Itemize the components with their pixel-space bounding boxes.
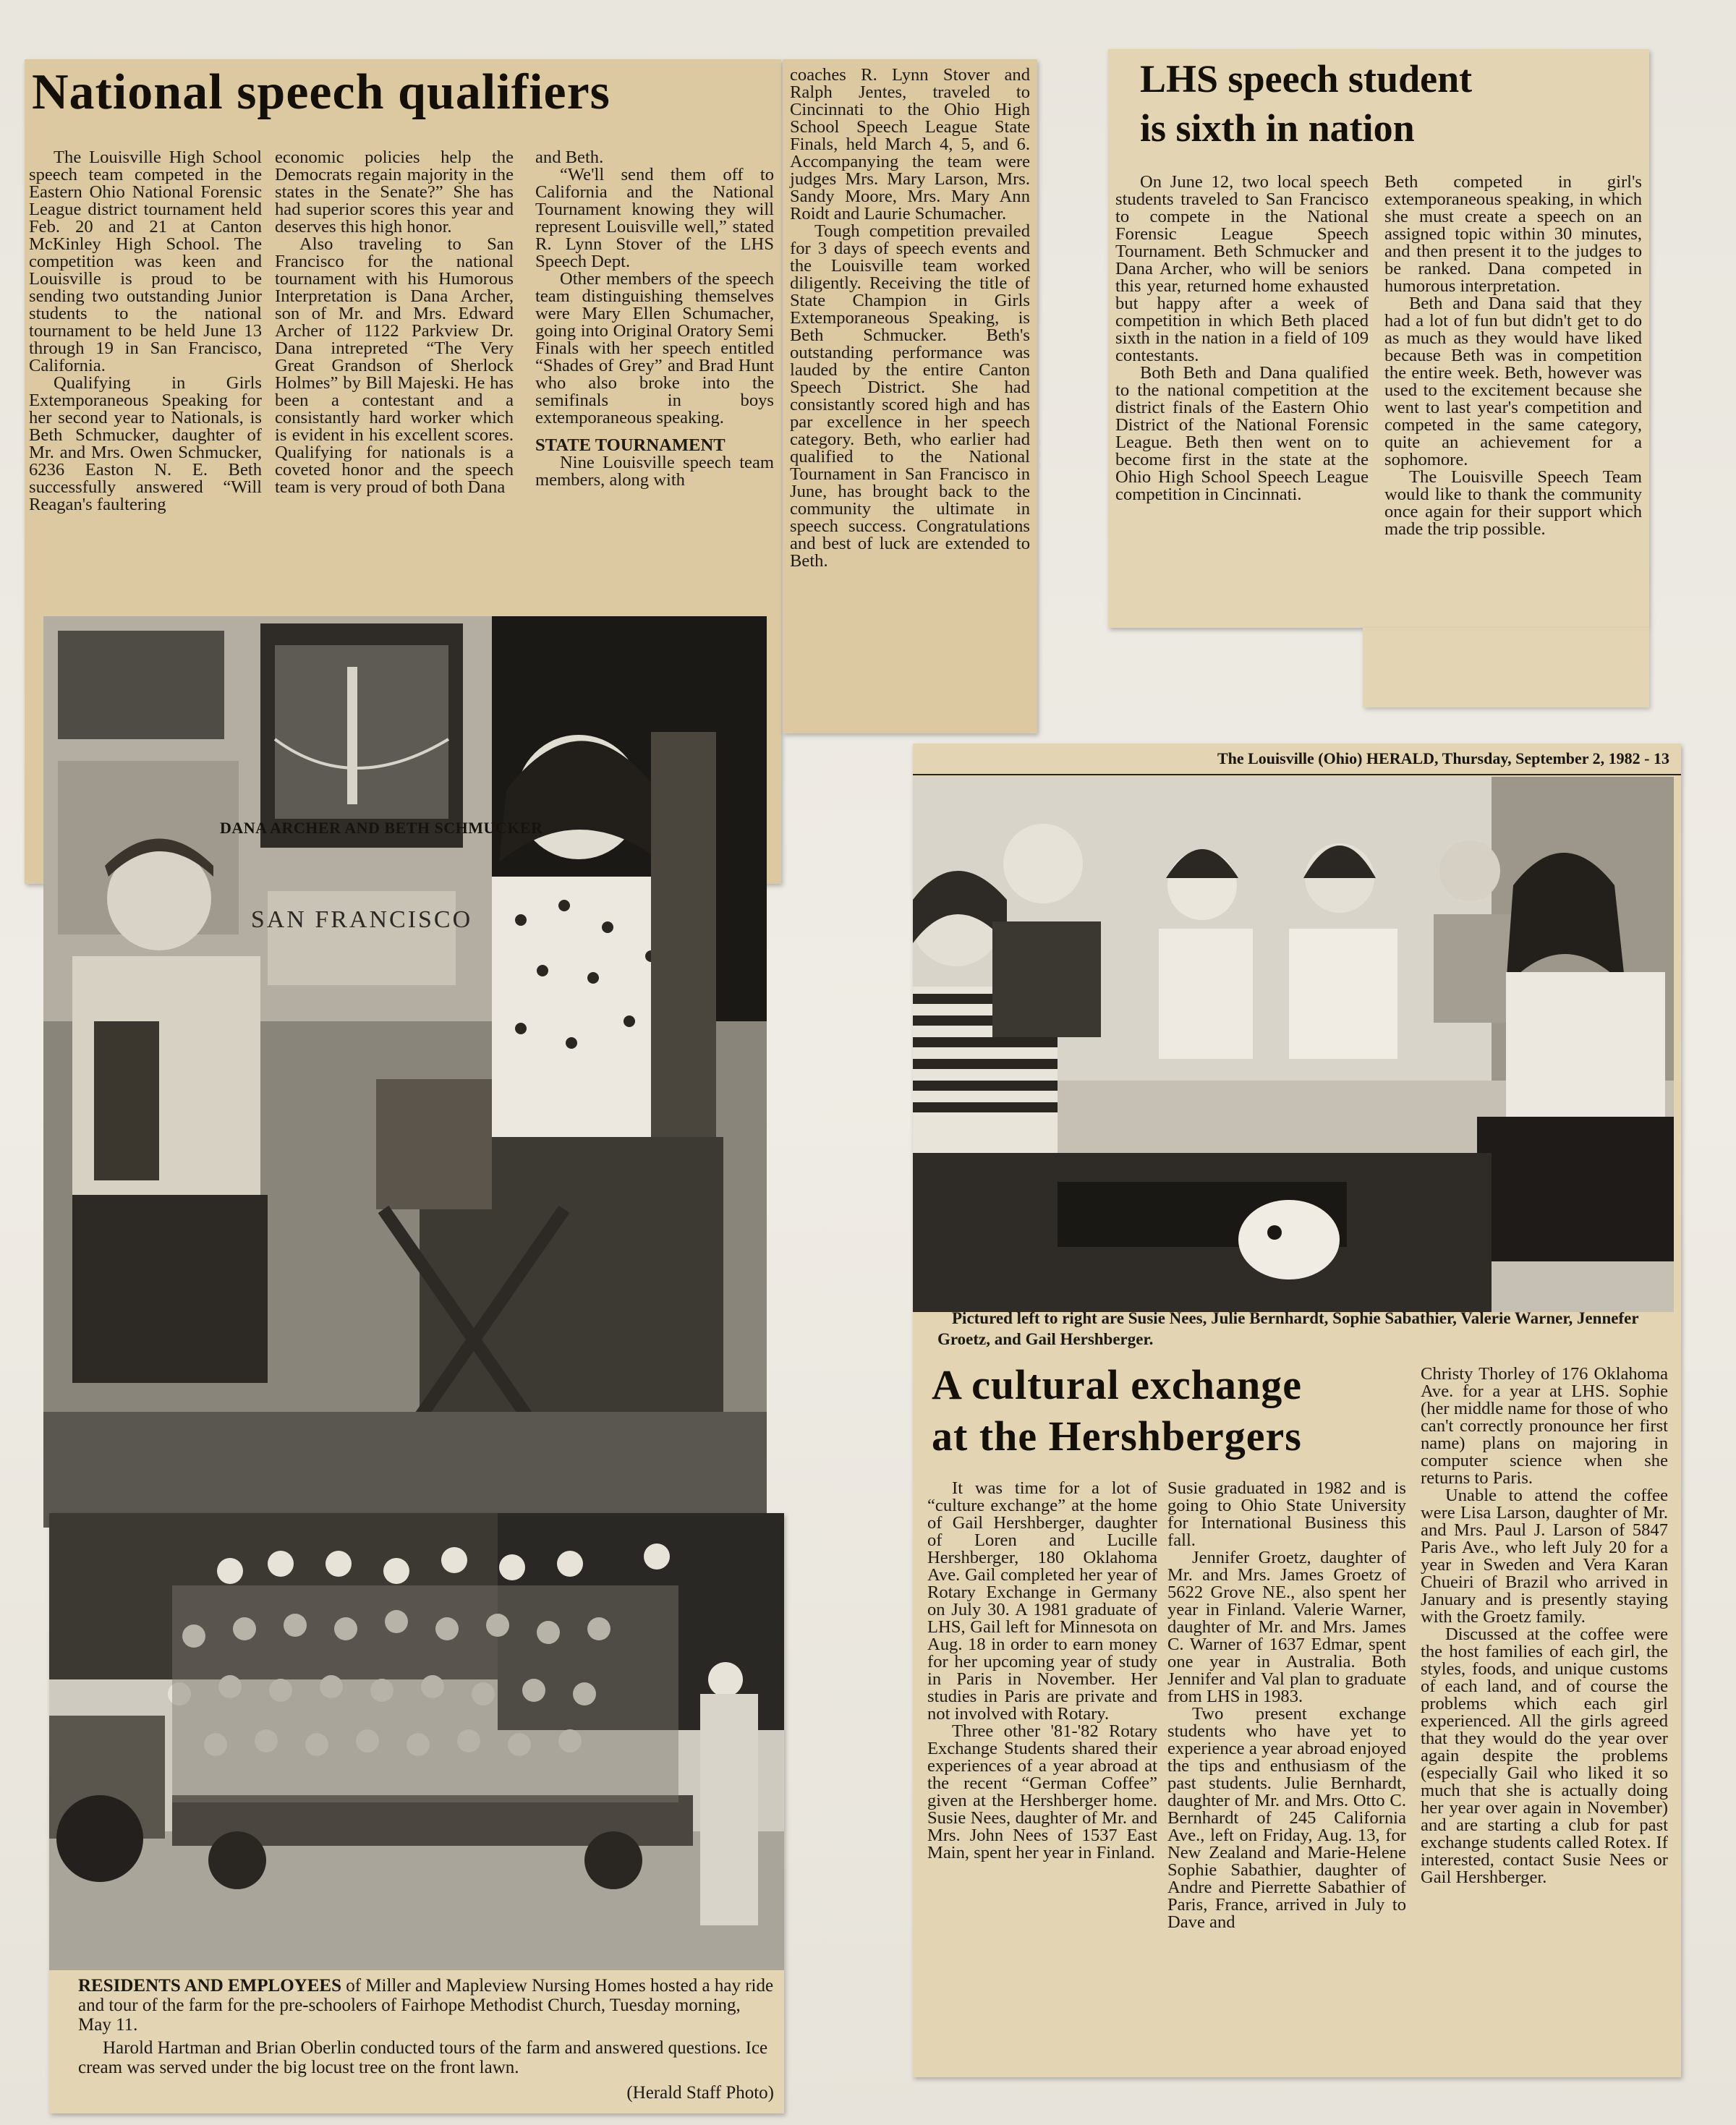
article-column-4 — [790, 67, 1030, 728]
photo-caption: DANA ARCHER AND BETH SCHMUCKER — [220, 819, 543, 837]
sign-text: SAN FRANCISCO — [250, 906, 473, 933]
paragraph: Other members of the speech team distinguishing themselves were Mary Ellen Schumacher, going into Original Oratory Semi Finals with her speech entitled “Shades of Grey” and Brad Hunt who also broke into the semifinals in boys extemporaneous speaking. — [535, 269, 774, 427]
folio-rule — [913, 774, 1681, 775]
paragraph: “We'll send them off to California and the National Tournament knowing they will represent Louisville well,” stated R. Lynn Stover of the LHS Speech Dept. — [535, 165, 774, 271]
paragraph: Two present exchange students who have yet to experience a year abroad enjoyed the tips and enthusiasm of the past students. Julie Bernhardt, daughter of Mr. and Mrs. Otto C. Bernhardt of 245 California Ave., left on Friday, Aug. 13, for New Zealand and Marie-Helene Sophie Sabathier, daughter of Andre and Pierrette Sabathier of Paris, France, arrived in July to Dave and — [1167, 1704, 1406, 1932]
paragraph: Discussed at the coffee were the host families of each girl, the styles, foods, and unique customs of each land, and of course the problems which each girl experienced. All the girls agreed that they would do the year over again despite the problems (especially Gail who liked it so much that she is actually doing her year over again in November) and are starting a club for past exchange students called Rotex. If interested, contact Susie Nees or Gail Hershberger. — [1421, 1624, 1668, 1887]
photo-image — [49, 1513, 784, 1970]
paragraph: The Louisville Speech Team would like to thank the community once again for their support which made the trip possible. — [1384, 467, 1642, 539]
article-column-1 — [1115, 174, 1369, 622]
paragraph: Christy Thorley of 176 Oklahoma Ave. for a year at LHS. Sophie (her middle name for those of who can't correctly pronounce her first name) plans on majoring in computer science when she returns to Paris. — [1421, 1364, 1668, 1488]
paragraph: Jennifer Groetz, daughter of Mr. and Mrs. James Groetz of 5622 Grove NE., also spent her year in Finland. Valerie Warner, daughter of Mr. and Mrs. James C. Warner of 1637 Edmar, spent one year in Australia. Both Jennifer and Val plan to graduate from LHS in 1983. — [1167, 1548, 1406, 1706]
headline: National speech qualifiers — [32, 64, 610, 120]
article-column-3 — [535, 149, 774, 684]
caption-rest: of Miller and Mapleview Nursing Homes hosted a hay ride and tour of the farm for the pre-schoolers of Fairhope Methodist Church, Tuesday morning, May 11. — [78, 1976, 774, 2035]
paragraph: and Beth. — [535, 148, 604, 167]
paragraph: coaches R. Lynn Stover and Ralph Jentes, traveled to Cincinnati to the Ohio High School Speech League State Finals, held March 4, 5, and 6. Accompanying the team were judges Mrs. Mary Larson, Mrs. Sandy Moore, Mrs. Mary Ann Roidt and Laurie Schumacher. — [790, 65, 1030, 223]
article-column-2 — [1167, 1480, 1406, 2073]
paragraph: On June 12, two local speech students traveled to San Francisco to compete in the National Forensic League Speech Tournament. Beth Schmucker and Dana Archer, who will be seniors this year, returned home exhausted but happy after a week of competition in which Beth placed sixth in the nation in a field of 109 contestants. — [1115, 172, 1369, 365]
paragraph: economic policies help the Democrats regain majority in the states in the Senate?” She has had superior scores this year and deserves this high honor. — [275, 148, 514, 237]
clipping-hay-ride — [49, 1513, 784, 2113]
headline — [1140, 58, 1472, 150]
paragraph: The Louisville High School speech team competed in the Eastern Ohio National Forensic League district tournament held Feb. 20 and 21 at Canton McKinley High School. The competition was keen and Louisville is proud to be sending two outstanding Junior students to the national tournament to be held June 13 through 19 in San Francisco, California. — [29, 148, 262, 375]
paragraph: Nine Louisville speech team members, along with — [535, 453, 774, 490]
paragraph: Both Beth and Dana qualified to the national competition at the district finals of the Eastern Ohio District of the National Forensic League. Beth then went on to become first in the state at the Ohio High School Speech League competition in Cincinnati. — [1115, 363, 1369, 504]
photo-credit: (Herald Staff Photo) — [626, 2083, 774, 2103]
paragraph: Qualifying in Girls Extemporaneous Speaking for her second year to Nationals, is Beth Schmucker, daughter of Mr. and Mrs. Owen Schmucker, 6236 Easton N. E. Beth successfully answered “Will Reagan's faultering — [29, 373, 262, 514]
paragraph: Unable to attend the coffee were Lisa Larson, daughter of Mr. and Mrs. Paul J. Larson of 5847 Paris Ave., who left July 20 for a year in Sweden and Vera Karan Chueiri of Brazil who arrived in January and is presently staying with the Groetz family. — [1421, 1486, 1668, 1627]
article-column-1 — [927, 1480, 1157, 2008]
photo-hay-ride — [49, 1513, 784, 1970]
paragraph: Also traveling to San Francisco for the national tournament with his Humorous Interpretation is Dana Archer, son of Mr. and Mrs. Edward Archer of 1122 Parkview Dr. Dana intrepreted “The Very Great Grandson of Sherlock Holmes” by Bill Majeski. He has been a contestant and a consistantly hard worker which is evident in his excellent scores. Qualifying for nationals is a coveted honor and the speech team is very proud of both Dana — [275, 234, 514, 497]
photo-caption — [78, 1976, 777, 2035]
photo-image — [913, 777, 1674, 1312]
paragraph: Three other '81-'82 Rotary Exchange Students shared their experiences of a year abroad at the recent “German Coffee” given at the Hershberger home. Susie Nees, daughter of Mr. and Mrs. John Nees of 1537 East Main, spent her year in Finland. — [927, 1721, 1157, 1862]
photo-caption-2: Harold Hartman and Brian Oberlin conducted tours of the farm and answered questions. Ice cream was served under the big locust tree on the front lawn. — [78, 2038, 768, 2077]
headline — [932, 1363, 1302, 1459]
clipping-cultural-exchange — [913, 744, 1681, 2077]
paragraph: It was time for a lot of “culture exchange” at the home of Gail Hershberger, daughter of Loren and Lucille Hershberger, 180 Oklahoma Ave. Gail completed her year of Rotary Exchange in Germany on July 30. A 1981 graduate of LHS, Gail left for Minnesota on Aug. 18 in order to earn money for her upcoming year of study in Paris in November. Her studies in Paris are private and not involved with Rotary. — [927, 1478, 1157, 1724]
article-column-2 — [275, 149, 514, 684]
paragraph: Susie graduated in 1982 and is going to Ohio State University for International Business this fall. — [1167, 1478, 1406, 1550]
clipping-photo-strip — [25, 608, 781, 1512]
clipping-lhs-speech-continued — [1363, 628, 1649, 707]
photo-exchange-students — [913, 777, 1674, 1312]
newspaper-folio: The Louisville (Ohio) HERALD, Thursday, September 2, 1982 - 13 — [1217, 749, 1669, 767]
caption-lead: RESIDENTS AND EMPLOYEES — [78, 1976, 341, 1996]
headline-line-1: A cultural exchange — [932, 1361, 1302, 1408]
subhead: STATE TOURNAMENT — [535, 435, 726, 455]
photo-caption: Pictured left to right are Susie Nees, Julie Bernhardt, Sophie Sabathier, Valerie Warner, Jennefer Groetz, and Gail Hershberger. — [937, 1309, 1639, 1348]
paragraph: Tough competition prevailed for 3 days of speech events and the Louisville team worked diligently. Receiving the title of State Champion in Girls Extemporaneous Speaking, is Beth Schmucker. Beth's outstanding performance was lauded by the entire Canton Speech District. She had consistantly scored high and has par excellence in her speech category. Beth, who earlier had qualified to the National Tournament in San Francisco in June, has brought back to the community the ultimate in speech success. Congratulations and best of luck are extended to Beth. — [790, 221, 1030, 571]
headline-line-2: at the Hershbergers — [932, 1412, 1302, 1460]
clipping-national-speech-continued — [783, 59, 1037, 733]
paragraph: Beth competed in girl's extemporaneous speaking, in which she must create a speech on an assigned topic within 30 minutes, and then present it to the judges to be ranked. Dana competed in humorous interpretation. — [1384, 172, 1642, 296]
clipping-lhs-speech-student — [1108, 49, 1649, 628]
article-column-3 — [1421, 1366, 1668, 2074]
headline-line-2: is sixth in nation — [1140, 106, 1415, 150]
article-column-1 — [29, 149, 262, 684]
headline-line-1: LHS speech student — [1140, 57, 1473, 101]
paragraph: Beth and Dana said that they had a lot of fun but didn't get to do as much as they would have liked because Beth was in competition the entire week. Beth, however was used to the excitement because she went to last year's competition and competed in the same category, quite an achievement for a sophomore. — [1384, 294, 1642, 469]
